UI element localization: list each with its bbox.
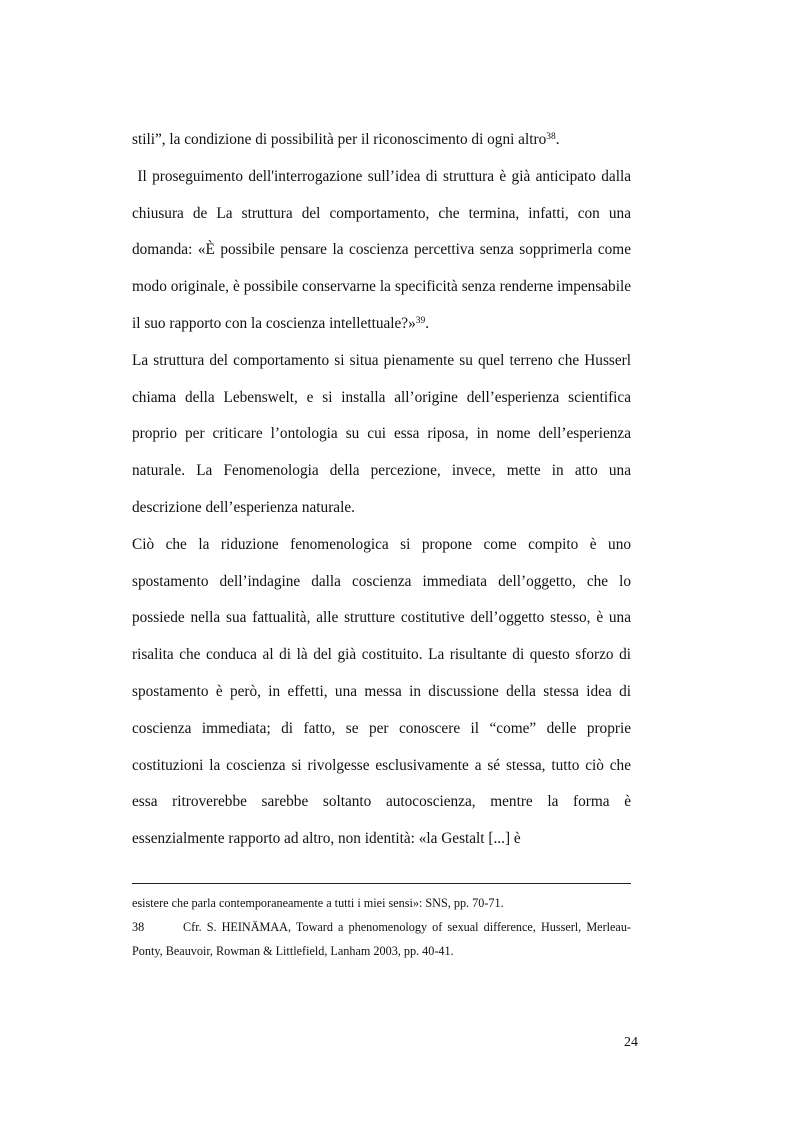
footnote-38-number: 38 [132, 920, 145, 934]
paragraph-2-text: Il proseguimento dell'interrogazione sull’idea di struttura è già anticipato dalla chiusura de La struttura del comportamento, che termina, infatti, con una domanda: «È possibile pensare la coscienza percettiva senza sopprimerla come modo originale, è possibile conservarne la specificità senza renderne impensabile il suo rapporto con la coscienza intellettuale?» [132, 167, 632, 332]
footnote-38-text: Cfr. S. HEINÄMAA, Toward a phenomenology of sexual difference, Husserl, Merleau-Ponty, Beauvoir, Rowman & Littlefield, Lanham 2003, pp. 40-41. [132, 920, 631, 958]
main-text [132, 122, 631, 858]
footnote-continuation: esistere che parla contemporaneamente a tutti i miei sensi»: SNS, pp. 70-71. [132, 896, 504, 910]
footnote-ref-39[interactable]: 39 [415, 315, 426, 326]
paragraph-4-text: Ciò che la riduzione fenomenologica si propone come compito è uno spostamento dell’indagine dalla coscienza immediata dell’oggetto, che lo possiede nella sua fattualità, alle strutture costitutive dell’oggetto stesso, è una risalita che conduca al di là del già costituito. La risultante di questo sforzo di spostamento è però, in effetti, una messa in discussione della stessa idea di coscienza immediata; di fatto, se per conoscere il “come” delle proprie costituzioni la coscienza si rivolgesse esclusivamente a sé stessa, tutto ciò che essa ritroverebbe sarebbe soltanto autocoscienza, mentre la forma è essenzialmente rapporto ad altro, non identità: «la Gestalt [...] è [132, 535, 631, 848]
page-number: 24 [624, 1035, 638, 1050]
footnote-38 [132, 915, 631, 963]
paragraph-1-tail: . [555, 131, 560, 148]
paragraph-3 [132, 343, 631, 527]
paragraph-2-tail: . [425, 314, 430, 332]
paragraph-1-text: stili”, la condizione di possibilità per il riconoscimento di ogni altro [132, 131, 547, 148]
paragraph-4 [132, 527, 631, 858]
footnote-ref-38[interactable]: 38 [546, 132, 556, 142]
paragraph-1 [132, 122, 631, 159]
footnotes [132, 883, 631, 963]
paragraph-3-text: La struttura del comportamento si situa pienamente su quel terreno che Husserl chiama della Lebenswelt, e si installa all’origine dell’esperienza scientifica proprio per criticare l’ontologia su cui essa riposa, in nome dell’esperienza naturale. La Fenomenologia della percezione, invece, mette in atto una descrizione dell’esperienza naturale. [132, 351, 631, 516]
paragraph-2 [132, 159, 631, 343]
